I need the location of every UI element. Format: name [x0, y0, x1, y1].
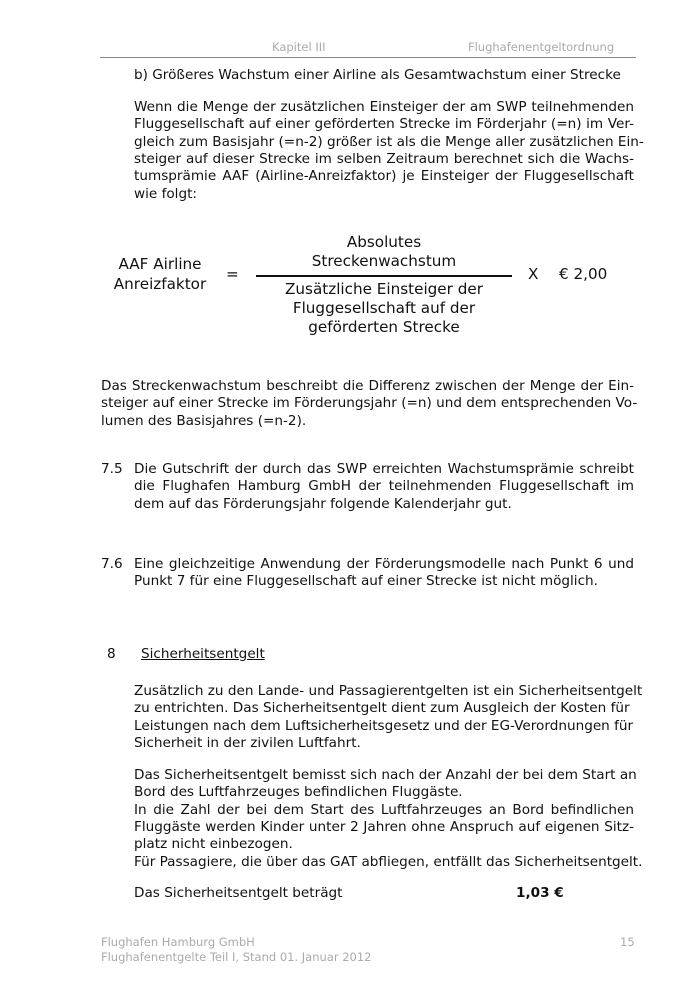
paragraph-line: zu entrichten. Das Sicherheitsentgelt dient zum Ausgleich der Kosten für [134, 700, 630, 717]
header-title: Flughafenentgeltordnung [468, 40, 615, 54]
item-7-6-number: 7.6 [101, 556, 123, 572]
section-8-number: 8 [107, 646, 116, 662]
paragraph-line: tumsprämie AAF (Airline-Anreizfaktor) je Einsteiger der Fluggesellschaft [134, 168, 634, 185]
formula-equals: = [226, 265, 239, 283]
footer-company: Flughafen Hamburg GmbH [101, 935, 255, 949]
paragraph-line: Die Gutschrift der durch das SWP erreichten Wachstumsprämie schreibt [134, 461, 634, 477]
formula-denominator-line3: geförderten Strecke [308, 318, 460, 336]
item-7-6-text [134, 556, 634, 594]
formula-denominator-line1: Zusätzliche Einsteiger der [285, 280, 483, 298]
formula-factor: € 2,00 [559, 265, 608, 283]
footer-document: Flughafenentgelte Teil I, Stand 01. Januar 2012 [101, 950, 372, 964]
paragraph-line: Das Sicherheitsentgelt bemisst sich nach der Anzahl der bei dem Start an [134, 767, 637, 783]
section-b-paragraph [134, 99, 644, 209]
paragraph-line: steiger auf dieser Strecke im selben Zeitraum berechnet sich die Wachs- [134, 150, 634, 167]
paragraph-line: die Flughafen Hamburg GmbH der teilnehmenden Fluggesellschaft im [134, 478, 634, 495]
header-chapter: Kapitel III [272, 40, 326, 54]
page-number: 15 [620, 935, 635, 949]
paragraph-line: Zusätzlich zu den Lande- und Passagierentgelten ist ein Sicherheitsentgelt [134, 683, 643, 699]
section-8-paragraph-2 [134, 767, 643, 872]
paragraph-line: Wenn die Menge der zusätzlichen Einsteiger der am SWP teilnehmenden [134, 99, 634, 115]
paragraph-line: Sicherheit in der zivilen Luftfahrt. [134, 734, 361, 751]
item-7-5-text [134, 461, 634, 516]
paragraph-line: dem auf das Förderungsjahr folgende Kalenderjahr gut. [134, 495, 512, 512]
paragraph-line: Bord des Luftfahrzeuges befindlichen Fluggäste. [134, 784, 463, 801]
formula-lhs-line1: AAF Airline [118, 255, 202, 273]
section-b-heading: b) Größeres Wachstum einer Airline als Gesamtwachstum einer Strecke [134, 67, 621, 83]
formula-denominator-line2: Fluggesellschaft auf der [292, 299, 476, 317]
formula-lhs-line2: Anreizfaktor [113, 275, 207, 293]
paragraph-line: Leistungen nach dem Luftsicherheitsgesetz und der EG-Verordnungen für [134, 717, 634, 734]
definition-paragraph [101, 378, 638, 433]
fee-label: Das Sicherheitsentgelt beträgt [134, 885, 343, 901]
section-8-paragraph-1 [134, 683, 643, 755]
item-7-5-number: 7.5 [101, 461, 123, 477]
paragraph-line: Fluggesellschaft auf einer geförderten Strecke im Förderjahr (=n) im Ver- [134, 116, 634, 133]
paragraph-line: platz nicht einbezogen. [134, 836, 293, 853]
paragraph-line: Eine gleichzeitige Anwendung der Förderungsmodelle nach Punkt 6 und [134, 556, 634, 572]
paragraph-line: gleich zum Basisjahr (=n-2) größer ist als die Menge aller zusätzlichen Ein- [134, 133, 644, 150]
fraction-bar [256, 275, 512, 277]
paragraph-line: Fluggäste werden Kinder unter 2 Jahren ohne Anspruch auf eigenen Sitz- [134, 818, 634, 835]
paragraph-line: steiger auf einer Strecke im Förderungsjahr (=n) und dem entsprechenden Vo- [101, 395, 638, 412]
paragraph-line: Punkt 7 für eine Fluggesellschaft auf einer Strecke ist nicht möglich. [134, 573, 598, 590]
fee-value: 1,03 € [516, 885, 564, 901]
paragraph-line: lumen des Basisjahres (=n-2). [101, 412, 307, 429]
paragraph-line: Das Streckenwachstum beschreibt die Differenz zwischen der Menge der Ein- [101, 378, 634, 394]
formula-numerator-line2: Streckenwachstum [311, 252, 457, 270]
formula-times: X [528, 265, 539, 283]
paragraph-line: wie folgt: [134, 185, 197, 202]
paragraph-line: In die Zahl der bei dem Start des Luftfahrzeuges an Bord befindlichen [134, 801, 634, 818]
formula-numerator-line1: Absolutes [346, 233, 422, 251]
section-8-title: Sicherheitsentgelt [141, 646, 265, 662]
header-divider [100, 57, 636, 58]
paragraph-line: Für Passagiere, die über das GAT abfliegen, entfällt das Sicherheitsentgelt. [134, 853, 643, 870]
